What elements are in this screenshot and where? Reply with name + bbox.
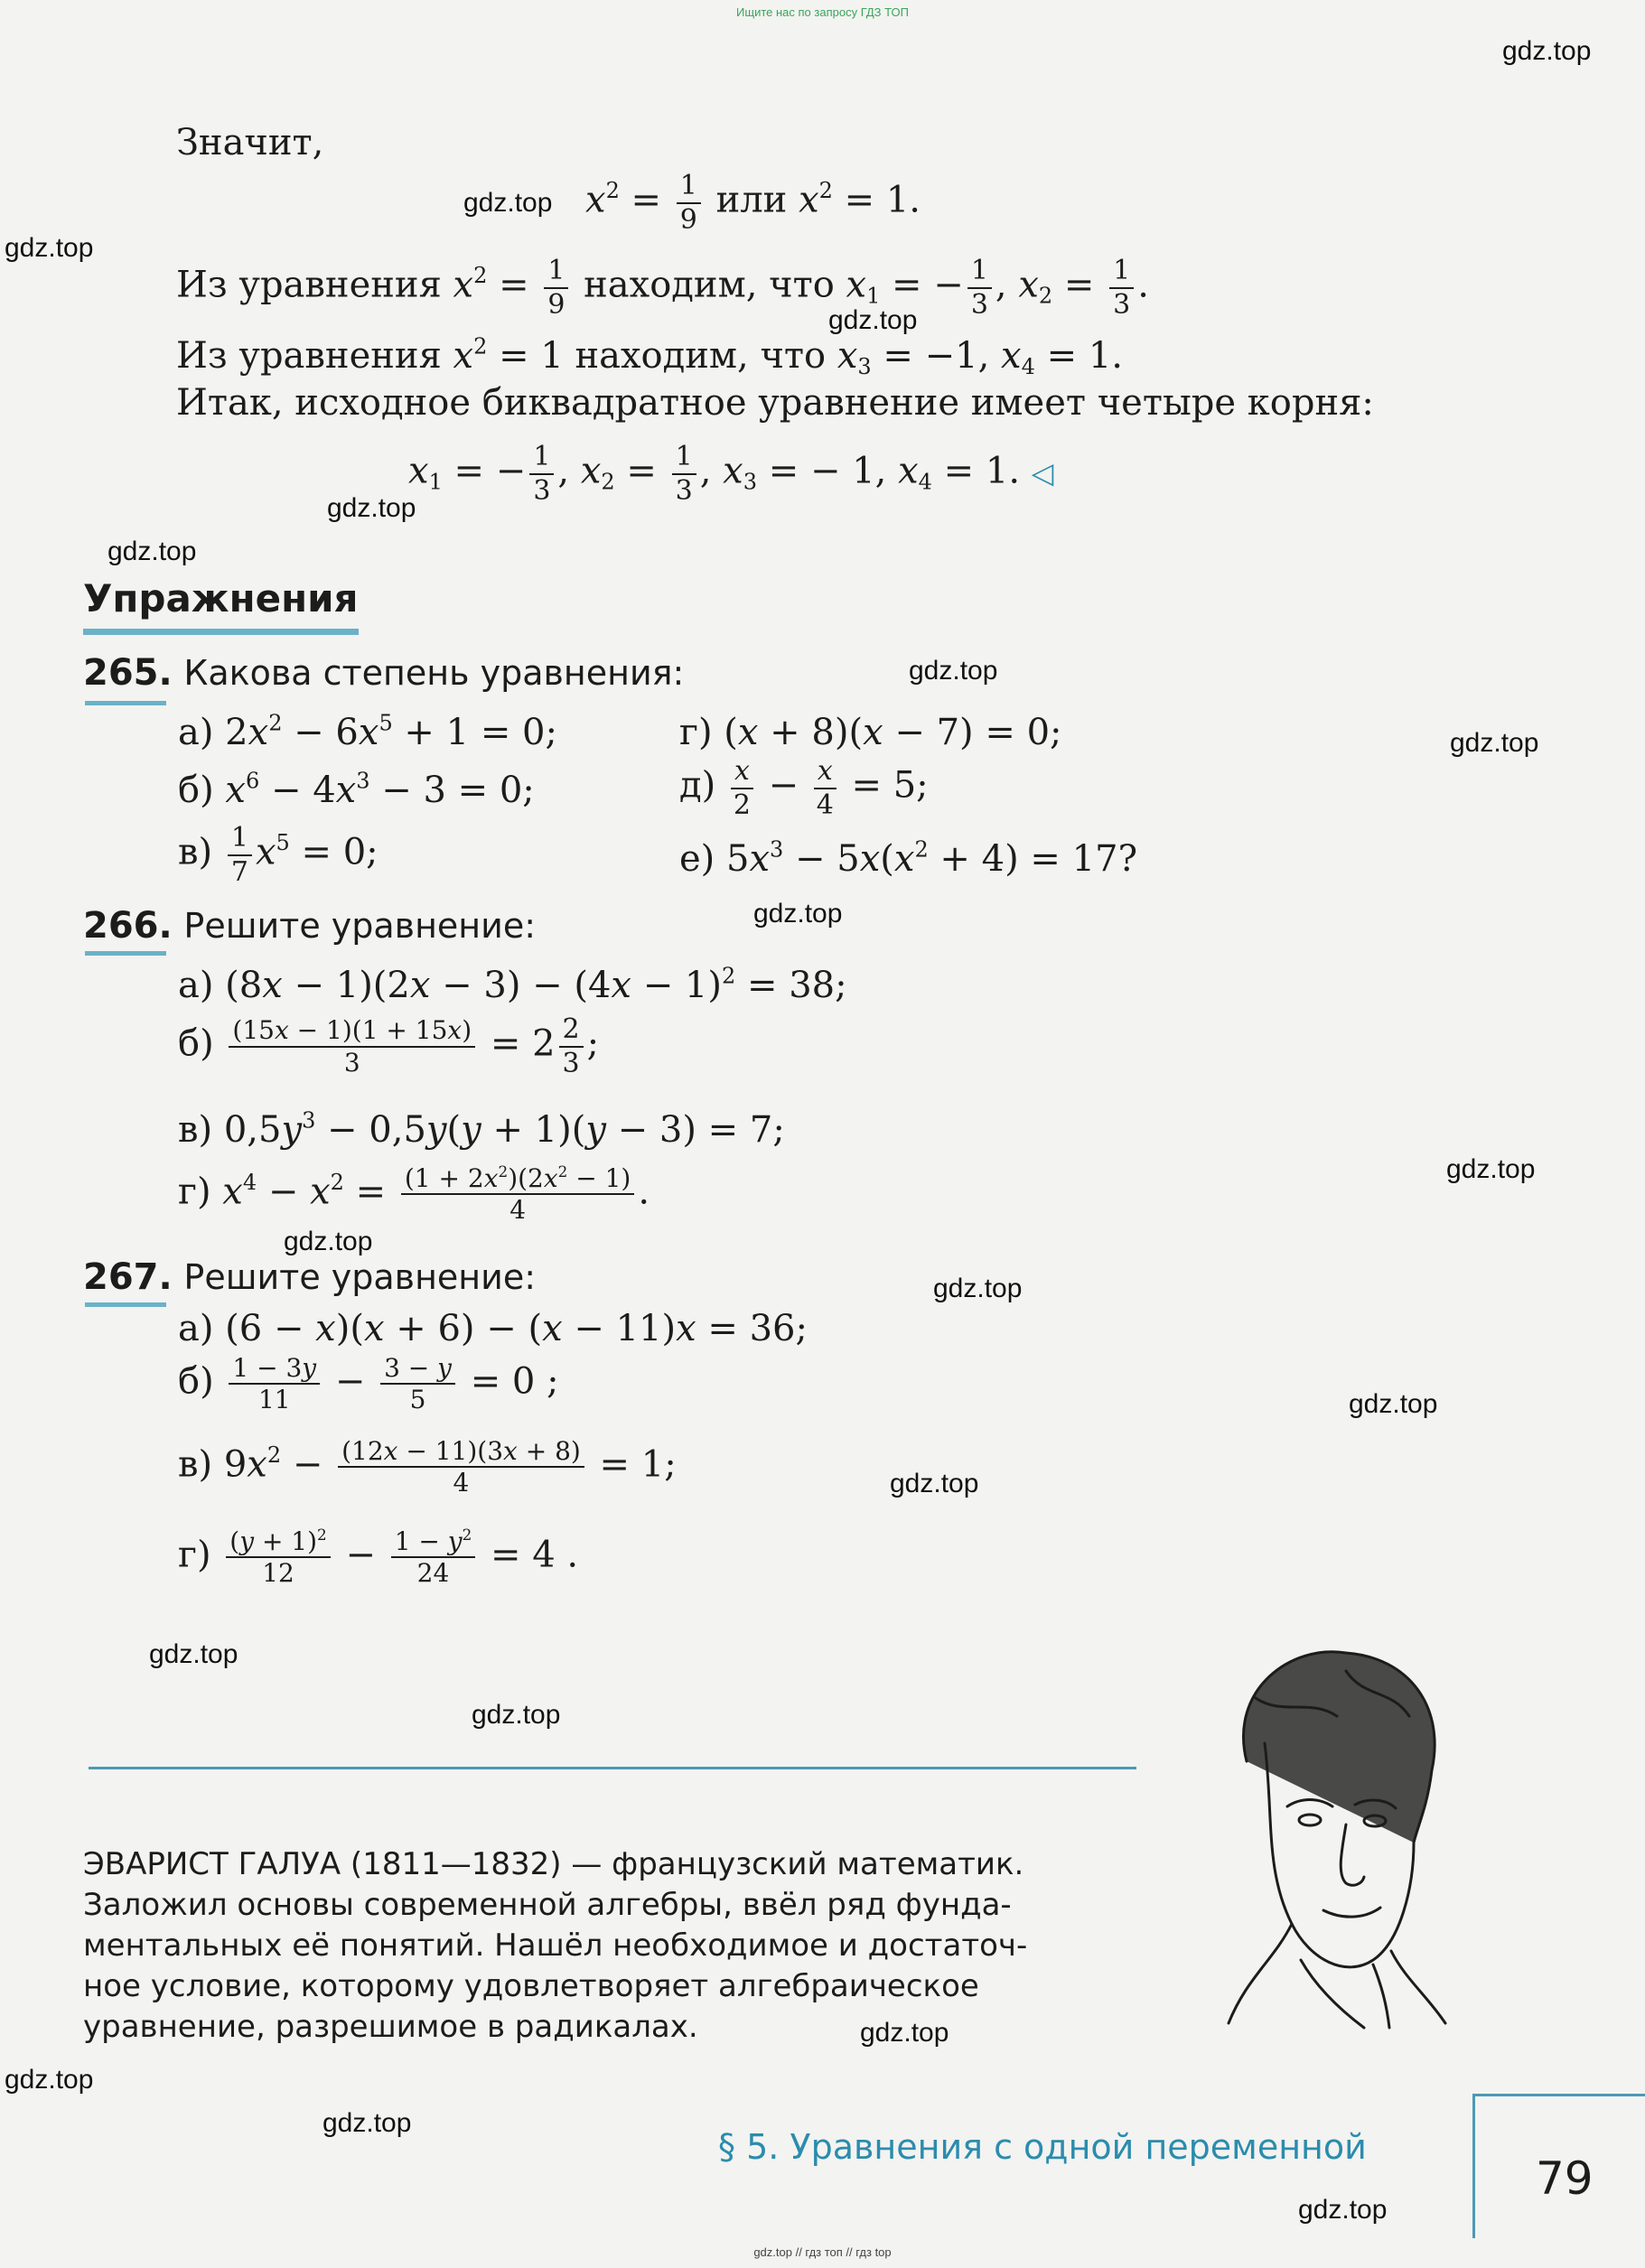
text-nahodim: находим, что: [575, 335, 827, 377]
section-title: Упражнения: [83, 576, 359, 621]
bottom-banner: gdz.top // гдз топ // гдз top: [753, 2245, 892, 2259]
item-label: г): [178, 1171, 211, 1213]
task-266-a: а) $(8x - 1)(2x - 3) - (4x - 1)^2 = 38$;: [178, 963, 847, 1006]
equation-line: Из уравнения $x^2 = 1$ находим, что $x_3 = -1$, $x_4 = 1$.: [176, 333, 1123, 380]
exercise-number-underline: [85, 1302, 166, 1307]
triangle-icon: ◁: [1031, 455, 1054, 490]
exercise-265-header: [83, 652, 685, 694]
watermark: gdz.top: [322, 2108, 412, 2138]
text-iz-uravneniya: Из уравнения: [176, 335, 442, 377]
text-nahodim: находим, что: [584, 264, 835, 306]
item-label: е): [679, 838, 715, 880]
watermark: gdz.top: [1446, 1154, 1536, 1184]
task-267-g: г) $\frac{(y + 1)^2}{12}$ − $\frac{1 - y^2}{24}$ = 4 .: [178, 1526, 579, 1589]
watermark: gdz.top: [1298, 2195, 1388, 2225]
bio-line: уравнение, разрешимое в радикалах.: [83, 2009, 698, 2045]
task-267-a: а) (6 − x)(x + 6) − (x − 11)x = 36;: [178, 1308, 808, 1349]
text-znachit: Значит,: [176, 122, 324, 163]
task-267-v: в) $9x^2$ − $\frac{(12x - 11)(3x + 8)}{4}$ = 1;: [178, 1436, 677, 1498]
watermark: gdz.top: [463, 188, 553, 218]
text-ili: или: [715, 179, 788, 221]
exercise-266-header: [83, 905, 537, 947]
footer-rule: [1472, 2094, 1475, 2238]
watermark: gdz.top: [5, 2065, 94, 2095]
portrait-icon: [1210, 1635, 1454, 2032]
exercise-number: 265.: [83, 652, 173, 694]
exercise-number: 267.: [83, 1256, 173, 1298]
equation-line: $x^2$ = $\frac{1}{9}$ или $x^2 = 1$.: [585, 170, 921, 236]
watermark: gdz.top: [753, 899, 843, 929]
item-label: б): [178, 770, 214, 811]
task-265-e: е) $5x^3 - 5x(x^2 + 4) = 17$?: [679, 836, 1138, 880]
item-label: а): [178, 1308, 214, 1349]
exercise-number-underline: [85, 701, 166, 705]
section-title-underline: [83, 629, 359, 635]
exercise-number-underline: [85, 951, 166, 956]
exercise-267-header: [83, 1256, 537, 1298]
watermark: gdz.top: [1502, 36, 1592, 66]
bio-line: ное условие, которому удовлетворяет алгебраическое: [83, 1968, 979, 2004]
watermark: gdz.top: [327, 493, 416, 523]
item-label: а): [178, 965, 214, 1006]
item-label: в): [178, 1443, 213, 1486]
item-label: а): [178, 712, 214, 753]
bio-line: ментальных её понятий. Нашёл необходимое и достаточ-: [83, 1927, 1028, 1964]
exercise-prompt: Решите уравнение:: [183, 906, 537, 946]
equation-line: Из уравнения $x^2$ = $\frac{1}{9}$ находим, что $x_1$ = − $\frac{1}{3}$ , $x_2$ = $\frac{1}{3}$ .: [176, 255, 1149, 321]
task-266-b: б) $\frac{(15x - 1)(1 + 15x)}{3}$ = 2 $\frac{2}{3}$ ;: [178, 1013, 600, 1079]
task-266-v: в) $0,5y^3 - 0,5y(y + 1)(y - 3) = 7$;: [178, 1107, 785, 1151]
text-itak: Итак, исходное биквадратное уравнение имеет четыре корня:: [176, 382, 1374, 424]
task-265-b: б) $x^6 - 4x^3 - 3 = 0$;: [178, 768, 535, 811]
bio-line: Заложил основы современной алгебры, ввёл ряд фунда-: [83, 1887, 1012, 1923]
watermark: gdz.top: [1349, 1389, 1438, 1419]
item-label: г): [178, 1534, 211, 1576]
watermark: gdz.top: [107, 537, 197, 566]
item-label: г): [679, 712, 713, 753]
watermark: gdz.top: [1450, 728, 1539, 758]
watermark: gdz.top: [933, 1274, 1023, 1303]
task-266-g: г) $x^4 - x^2$ = $\frac{(1 + 2x^2)(2x^2 - 1)}{4}$ .: [178, 1162, 650, 1226]
watermark: gdz.top: [828, 305, 918, 335]
task-265-g: г) (x + 8)(x − 7) = 0;: [679, 712, 1062, 753]
bio-line: ЭВАРИСТ ГАЛУА (1811—1832) — французский математик.: [83, 1846, 1024, 1882]
watermark: gdz.top: [890, 1469, 979, 1498]
exercise-number: 266.: [83, 905, 173, 947]
top-banner: Ищите нас по запросу ГДЗ ТОП: [736, 5, 909, 19]
footer-section-title: § 5. Уравнения с одной переменной: [718, 2127, 1367, 2167]
task-267-b: б) $\frac{1 - 3y}{11}$ − $\frac{3 - y}{5}$ = 0 ;: [178, 1353, 559, 1415]
task-265-d: д) $\frac{x}{2}$ − $\frac{x}{4}$ = 5;: [679, 755, 929, 821]
task-265-a: а) $2x^2 - 6x^5 + 1 = 0$;: [178, 710, 557, 753]
bio-separator: [89, 1767, 1136, 1769]
watermark: gdz.top: [860, 2018, 949, 2048]
footer-rule: [1472, 2094, 1645, 2096]
watermark: gdz.top: [472, 1700, 561, 1730]
item-label: б): [178, 1022, 214, 1065]
task-265-v: в) $\frac{1}{7}$ $x^5 = 0$;: [178, 822, 379, 888]
item-label: б): [178, 1360, 214, 1403]
text-iz-uravneniya: Из уравнения: [176, 264, 442, 306]
equation-roots: $x_1$ = − $\frac{1}{3}$ , $x_2$ = $\frac{1}{3}$ , $x_3$ = − 1, $x_4 = 1$. ◁: [408, 441, 1054, 507]
item-label: в): [178, 1109, 213, 1151]
exercise-prompt: Какова степень уравнения:: [183, 653, 685, 693]
page-number: 79: [1536, 2152, 1594, 2205]
watermark: gdz.top: [284, 1227, 373, 1256]
item-label: д): [679, 764, 716, 807]
watermark: gdz.top: [909, 656, 998, 686]
watermark: gdz.top: [5, 233, 94, 263]
item-label: в): [178, 831, 213, 873]
watermark: gdz.top: [149, 1639, 238, 1669]
exercise-prompt: Решите уравнение:: [183, 1257, 537, 1297]
